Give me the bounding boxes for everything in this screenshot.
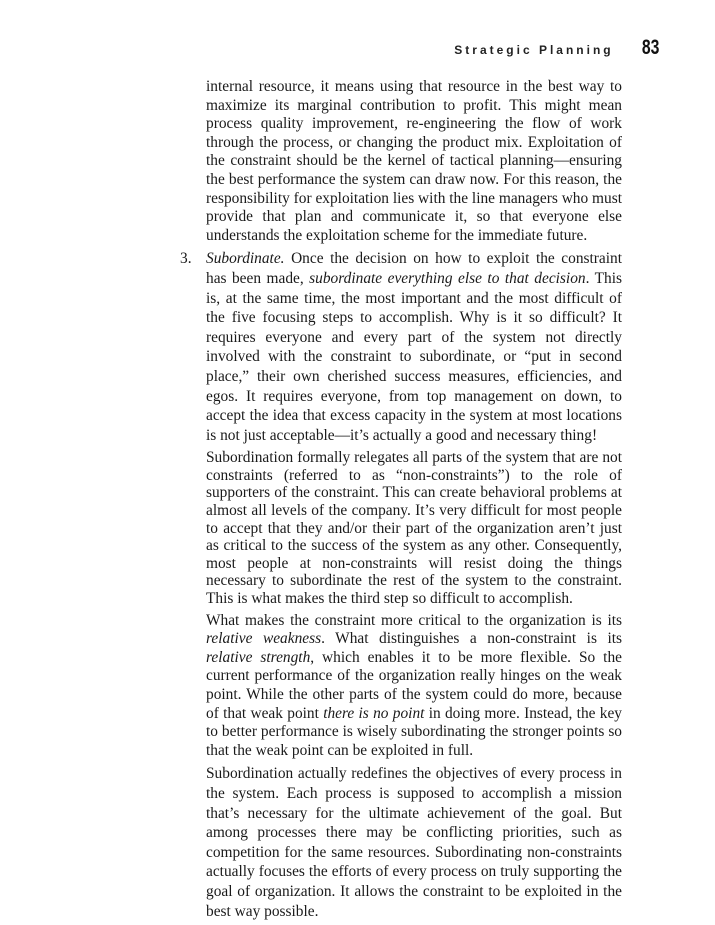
body-text: [180, 78, 622, 925]
running-header: [454, 36, 659, 60]
section-title: Strategic Planning: [454, 43, 614, 57]
page-number: 83: [641, 36, 659, 59]
paragraph-redefines: Subordination actually redefines the objectives of every process in the system. Each process is supposed to accomplish a mission that’s necessary for the ultimate achievement of the goal. But among processes there may be conflicting priorities, such as competition for the same resources. Subordinating non-constraints actually focuses the efforts of every process on truly supporting the goal of organization. It allows the constraint to be exploited in the best way possible.: [206, 765, 622, 920]
weakness-text-1: What makes the constraint more critical to the organization is its: [206, 611, 622, 629]
weakness-emphasis-1: relative weakness: [206, 630, 322, 648]
step-text-a: Once the decision on how to exploit the constraint has been made,: [206, 250, 622, 287]
paragraph-intro: internal resource, it means using that resource in the best way to maximize its marginal contribution to profit. This might mean process quality improvement, re-engineering the flow of work through the process, or changing the product mix. Exploitation of the constraint should be the kernel of tactical planning—ensuring the best performance the system can draw now. For this reason, the responsibility for exploitation lies with the line managers who must provide that plan and communicate it, so that everyone else understands the exploitation scheme for the immediate future.: [206, 78, 622, 244]
list-number: 3.: [180, 250, 192, 268]
step-term: Subordinate.: [206, 250, 285, 268]
step-text-b: . This is, at the same time, the most important and the most difficult of the five focusing steps to accomplish. Why is it so difficult? It requires everyone and every part of the system not directly involved with the constraint to subordinate, or “put in second place,” their own cherished success measures, efficiencies, and egos. It requires everyone, from top management on down, to accept the idea that excess capacity in the system at most locations is not just acceptable—it’s actually a good and necessary thing!: [206, 269, 622, 444]
weakness-text-4: in doing more. Instead, the key to better performance is wisely subordinating the stronger points so that the weak point can be exploited in full.: [206, 704, 622, 759]
weakness-emphasis-3: there is no point: [323, 704, 425, 722]
paragraph-subordination: Subordination formally relegates all parts of the system that are not constraints (referred to as “non-constraints”) to the role of supporters of the constraint. This can create behavioral problems at almost all levels of the company. It’s very difficult for most people to accept that they and/or their part of the organization aren’t just as critical to the success of the system as any other. Consequently, most people at non-constraints will resist doing the things necessary to subordinate the rest of the system to the constraint. This is what makes the third step so difficult to accomplish.: [206, 449, 622, 608]
weakness-text-2: . What distinguishes a non-constraint is its: [321, 630, 622, 648]
paragraph-weakness: [206, 612, 622, 761]
list-item-subordinate: [180, 249, 622, 445]
step-emphasis: subordinate everything else to that decision: [309, 269, 586, 287]
weakness-text-3: , which enables it to be more flexible. So the current performance of the organization really hinges on the weak point. While the other parts of the system could do more, because of that weak point: [206, 648, 622, 722]
weakness-emphasis-2: relative strength: [206, 648, 311, 666]
